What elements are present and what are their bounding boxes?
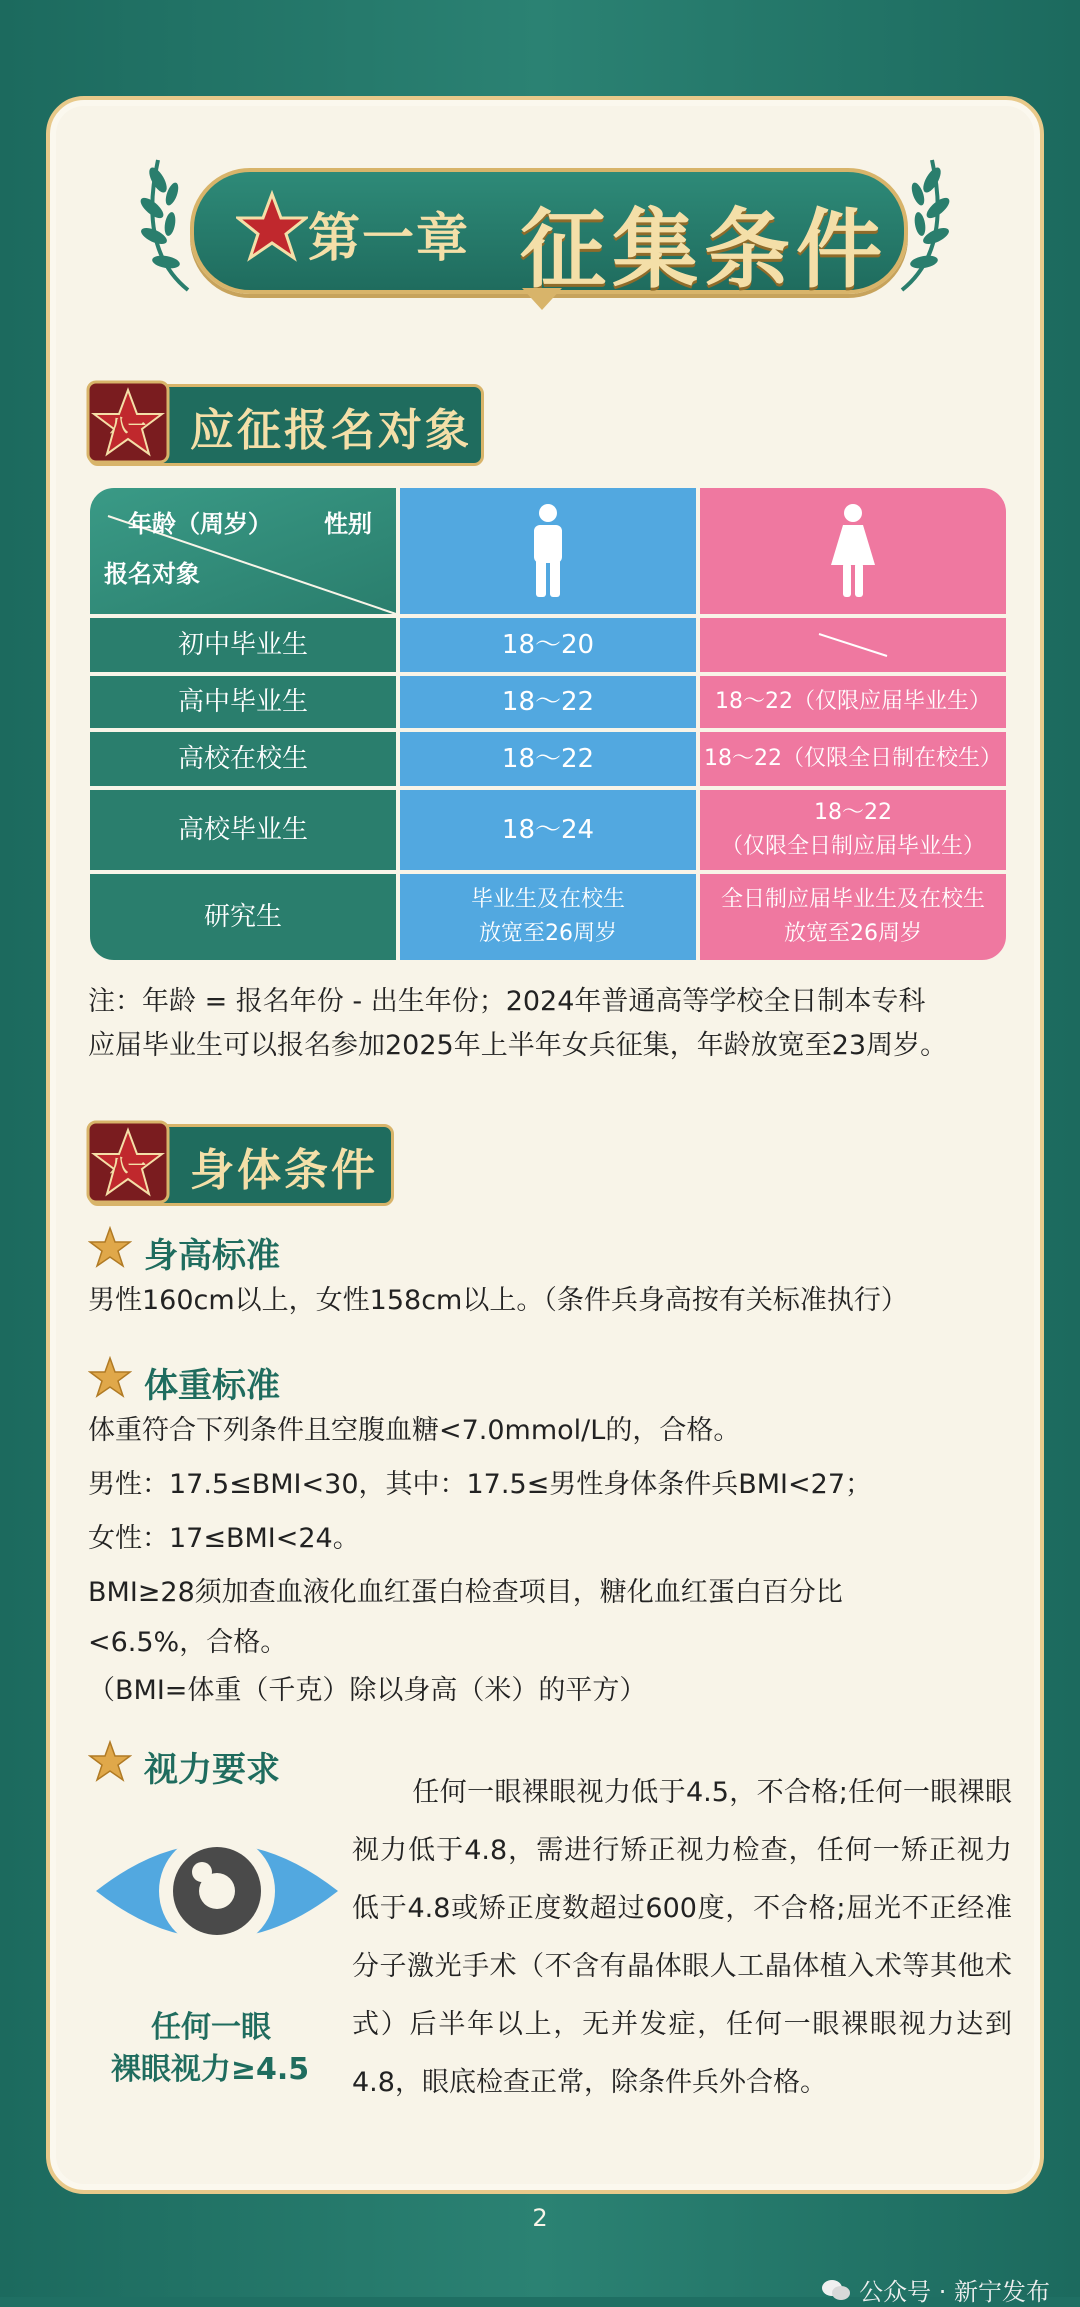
chapter-title: 征集条件 [520,199,888,300]
weight-line: BMI≥28须加查血液化血红蛋白检查项目，糖化血红蛋白百分比 [88,1577,843,1608]
cell-line: 放宽至26周岁 [479,921,617,946]
height-text: 男性160cm以上，女性158cm以上。（条件兵身高按有关标准执行） [88,1285,908,1316]
male-person-icon [528,503,568,599]
wechat-icon [821,2278,851,2302]
vision-paragraph: 任何一眼裸眼视力低于4.5，不合格;任何一眼裸眼视力低于4.8，需进行矫正视力检查，任何一矫正视力低于4.8或矫正度数超过600度，不合格;屈光不正经准分子激光手术（不含有晶体眼人工晶体植入术等其他术式）后半年以上，无并发症，任何一眼裸眼视力达到4.8，眼底检查正常，除条件兵外合格。 [352,1777,1012,2098]
watermark [821,2272,1050,2307]
not-applicable-slash [813,630,893,660]
section-title-eligibility: 应征报名对象 [190,405,472,456]
watermark-text: 公众号 · 新宁发布 [859,2278,1050,2306]
table-cell-male: 18～22 [398,674,698,730]
army-star-badge-icon [86,380,170,464]
table-row-target: 高中毕业生 [88,674,398,730]
cell-line: 毕业生及在校生 [470,887,625,912]
weight-line: 体重符合下列条件且空腹血糖<7.0mmol/L的，合格。 [88,1415,741,1446]
table-cell-male: 18～20 [398,616,698,674]
header-target-label: 报名对象 [104,560,200,588]
eligibility-table [88,486,1008,962]
vision-title: 视力要求 [144,1750,280,1790]
banner-pointer [522,288,562,310]
eye-caption-line2: 裸眼视力≥4.5 [110,2052,310,2087]
section-title-physical: 身体条件 [190,1145,378,1196]
red-star-icon [236,190,308,262]
header-age-label: 年龄（周岁） [128,510,272,538]
table-row-target: 高校在校生 [88,730,398,788]
age-note-line1: 注：年龄 = 报名年份 - 出生年份；2024年普通高等学校全日制本专科 [88,986,926,1017]
table-row-target: 研究生 [88,872,398,962]
table-cell-female [698,788,1008,872]
vision-text [352,1764,1012,2112]
svg-text:八一: 八一 [110,1156,146,1177]
svg-text:八一: 八一 [110,416,146,437]
gold-star-icon [88,1226,132,1270]
army-star-badge-icon [86,1120,170,1204]
header-gender-label: 性别 [324,510,372,538]
table-cell-male [398,872,698,962]
chapter-label: 第一章 [308,208,471,269]
table-row-target: 初中毕业生 [88,616,398,674]
height-title: 身高标准 [144,1236,280,1276]
table-cell-male: 18～24 [398,788,698,872]
table-cell-female: 18～22（仅限应届毕业生） [698,674,1008,730]
cell-line: 全日制应届毕业生及在校生 [720,887,985,912]
eye-caption-line1: 任何一眼 [151,2010,271,2045]
female-person-icon [829,503,877,599]
weight-line: 女性：17≤BMI<24。 [88,1523,360,1554]
cell-line: （仅限全日制应届毕业生） [720,834,985,859]
eye-icon [92,1816,342,1966]
gold-star-icon [88,1740,132,1784]
table-cell-female-empty [698,616,1008,674]
cell-line: 18～22 [814,800,892,825]
weight-title: 体重标准 [144,1366,280,1406]
weight-line: （BMI=体重（千克）除以身高（米）的平方） [88,1675,647,1706]
table-cell-female: 18～22（仅限全日制在校生） [698,730,1008,788]
weight-line: <6.5%，合格。 [88,1627,288,1658]
page-number: 2 [532,2204,548,2232]
table-cell-male: 18～22 [398,730,698,788]
gold-star-icon [88,1356,132,1400]
female-column-header [698,486,1008,616]
table-cell-female [698,872,1008,962]
cell-line: 放宽至26周岁 [784,921,922,946]
table-row-target: 高校毕业生 [88,788,398,872]
male-column-header [398,486,698,616]
age-note-line2: 应届毕业生可以报名参加2025年上半年女兵征集，年龄放宽至23周岁。 [88,1030,948,1061]
weight-line: 男性：17.5≤BMI<30，其中：17.5≤男性身体条件兵BMI<27； [88,1469,873,1500]
